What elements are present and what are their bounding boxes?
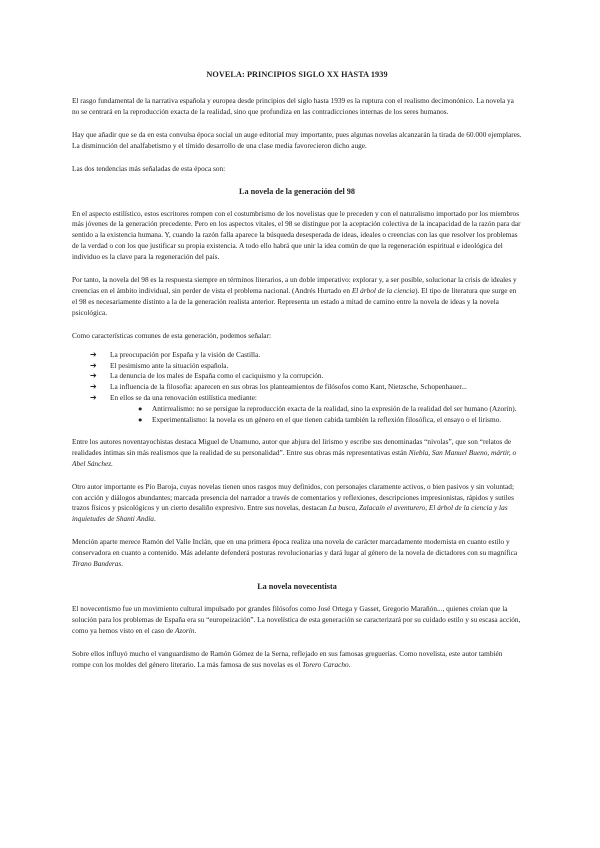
paragraph-text: El novecentismo fue un movimiento cultural impulsado por grandes filósofos como José Ortega y Gasset, Gregorio Marañón..., quienes creían que la solución para los problemas de España era su “europeización”. La novelística de esta generación se caracterizará por su cuidado estilo y su escasa acción, como ya hemos visto en el caso de <box>72 604 521 635</box>
paragraph-text: Por tanto, la novela del 98 es la respuesta siempre en términos literarios, a un doble imperativo: explorar y, a ser posible, solucionar la crisis de ideales y creencias en el ámbito individual, sin perder de vista el problema nacional. (Andrés Hurtado en <box>72 275 517 295</box>
arrow-icon: ➔ <box>90 349 97 359</box>
book-titles: Niebla, San Manuel Bueno, mártir, o Abel Sánchez. <box>72 447 517 468</box>
list-item <box>90 371 522 382</box>
section2-paragraph-1 <box>72 604 522 637</box>
list-item-text: La influencia de la filosofía: aparecen en sus obras los planteamientos de filósofos como Kant, Nietzsche, Schopenhauer... <box>110 382 467 392</box>
paragraph-text: ). El tipo de literatura que surge en el 98 es necesariamente distinto a la de la generación realista anterior. Representa un estado a mitad de camino entre la novela de ideas y la novela psicológica. <box>72 285 517 317</box>
sublist-item-text: Experimentalismo: la novela es un género en el que tienen cabida también la reflexión filosófica, el ensayo o el lirismo. <box>152 415 502 425</box>
section-heading-98: La novela de la generación del 98 <box>239 186 355 196</box>
arrow-icon: ➔ <box>90 382 97 392</box>
section1-paragraph-3: Como características comunes de esta generación, podemos señalar: <box>72 330 271 340</box>
list-item-text: El pesimismo ante la situación española. <box>110 360 229 370</box>
intro-paragraph-3: Las dos tendencias más señaladas de esta época son: <box>72 163 226 173</box>
paragraph-text: . <box>121 559 124 569</box>
paragraph-text: Entre los autores noventayochistas destaca Miguel de Unamuno, autor que abjura del lirismo y escribe sus denominadas “nivolas”, que son “relatos de realidades íntimas sin más realismos que la realidad de su personalidad”. Entre sus obras más representativas están <box>72 436 512 457</box>
author-name: Azorín <box>174 625 195 635</box>
paragraph-text: . <box>153 514 156 524</box>
paragraph-text: . <box>194 625 197 635</box>
section1-paragraph-1: En el aspecto estilístico, estos escritores rompen con el costumbrismo de los novelistas que le preceden y con el naturalismo importado por los miembros más jóvenes de la generación precedente. Pero en los aspectos vitales, el 98 se distingue por la aceptación colectiva de la incapacidad de la razón para dar sentido a la existencia humana. Y, cuando la razón falla aparece la búsqueda desesperada de ideas, ideales o creencias con las que resolver los problemas de la verdad o con los que justificar su propia existencia. A todo ello habrá que unir la idea común de que la regeneración espiritual e ideológica del individuo es la clave para la regeneración del país. <box>72 208 521 262</box>
list-item <box>90 350 522 361</box>
valle-inclan-paragraph <box>72 537 522 570</box>
list-item <box>90 393 522 426</box>
intro-paragraph-1: El rasgo fundamental de la narrativa española y europea desde principios del siglo hasta 1939 es la ruptura con el realismo decimonónico. La novela ya no se centrará en la reproducción exacta de la realidad, sino que profundiza en las contradicciones internas de los seres humanos. <box>72 96 514 116</box>
sublist-item-text: Antirrealismo: no se persigue la reproducción exacta de la realidad, sino la expresión de la realidad del ser humano (Azorín). <box>152 404 517 414</box>
paragraph-text: Mención aparte merece Ramón del Valle Inclán, que en una primera época realiza una novela de carácter marcadamente modernista en cuanto estilo y conservadora en cuanto a contenido. Más adelante defenderá posturas revolucionarias y dará lugar al género de la novela de dictadores con su magnífica <box>72 537 518 558</box>
arrow-icon: ➔ <box>90 360 97 370</box>
book-title: Tirano Banderas <box>72 559 122 569</box>
arrow-icon: ➔ <box>90 393 97 403</box>
page-title: NOVELA: PRINCIPIOS SIGLO XX HASTA 1939 <box>206 70 388 79</box>
sublist-item <box>136 404 522 415</box>
list-item <box>90 361 522 372</box>
book-titles: La busca, Zalacaín el aventurero, El árbol de la ciencia y las inquietudes de Shanti Andía <box>72 503 508 524</box>
section2-paragraph-2 <box>72 649 522 671</box>
paragraph-text: Sobre ellos influyó mucho el vanguardismo de Ramón Gómez de la Serna, reflejado en sus famosas greguerías. Como novelista, este autor también rompe con los moldes del género literario. La más famosa de sus novelas es el <box>72 648 503 669</box>
section-heading-novecentista: La novela novecentista <box>257 582 337 591</box>
unamuno-paragraph <box>72 437 522 470</box>
book-title: El árbol de la ciencia <box>351 285 416 295</box>
bullet-icon: ● <box>138 415 143 425</box>
intro-paragraph-2: Hay que añadir que se da en esta convulsa época social un auge editorial muy importante, pues algunas novelas alcanzarán la tirada de 60.000 ejemplares. La disminución del analfabetismo y el tímido desarrollo de una clase media favorecieron dicho auge. <box>72 129 522 150</box>
baroja-paragraph <box>72 482 522 526</box>
paragraph-text: Otro autor importante es Pío Baroja, cuyas novelas tienen unos rasgos muy definidos, con personajes claramente activos, o bien pasivos y sin voluntad; con acción y diálogos abundantes; marcada presencia del narrador a través de comentarios y reflexiones, descripciones impresionistas, rápidos y sutiles trazos físicos y psicológicos y un cierto desaliño expresivo. Entre sus novelas, destacan <box>72 481 514 513</box>
list-item-text: En ellos se da una renovación estilística mediante: <box>110 393 257 403</box>
bullet-icon: ● <box>138 404 143 414</box>
sublist-item <box>136 415 522 426</box>
renovation-sublist <box>110 404 522 426</box>
list-item-text: La denuncia de los males de España como el caciquismo y la corrupción. <box>110 371 324 381</box>
paragraph-text: . <box>348 659 351 669</box>
arrow-icon: ➔ <box>90 371 97 381</box>
book-title: Torero Caracho <box>302 659 349 669</box>
section1-paragraph-2 <box>72 275 522 319</box>
characteristics-list <box>72 350 522 426</box>
list-item <box>90 382 522 393</box>
list-item-text: La preocupación por España y la visión de Castilla. <box>110 349 261 359</box>
